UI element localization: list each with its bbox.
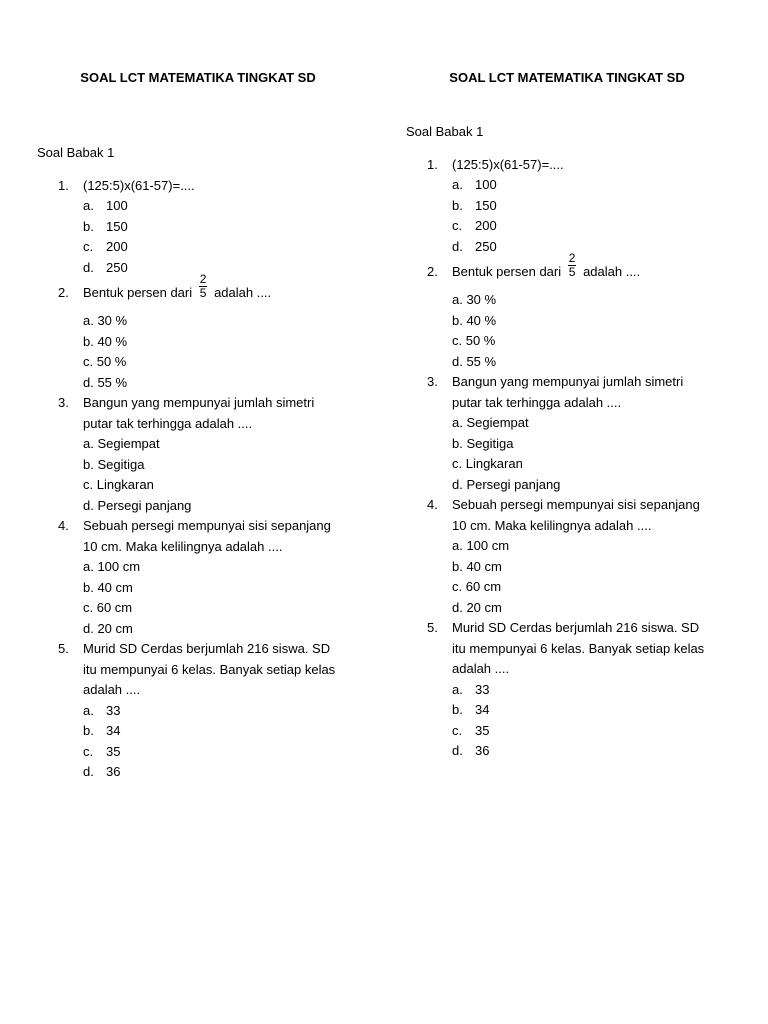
option: b. 40 cm — [452, 558, 502, 574]
question-text: adalah .... — [583, 264, 641, 279]
option: a. 100 cm — [452, 538, 510, 553]
question-number: 1. — [427, 156, 438, 172]
option: d. 20 cm — [83, 620, 133, 636]
question-number: 2. — [427, 264, 438, 279]
question-text: (125:5)x(61-57)=.... — [83, 177, 195, 193]
question-text: (125:5)x(61-57)=.... — [452, 156, 564, 172]
question-1 — [37, 176, 377, 197]
option: a. Segiempat — [83, 436, 160, 451]
question-text: Sebuah persegi mempunyai sisi sepanjang — [452, 497, 700, 512]
option: b. 40 cm — [83, 579, 133, 595]
question-number: 4. — [427, 497, 438, 512]
question-text: Bangun yang mempunyai jumlah simetri — [452, 374, 684, 389]
question-text: Murid SD Cerdas berjumlah 216 siswa. SD — [452, 620, 700, 635]
question-text: Bangun yang mempunyai jumlah simetri — [83, 395, 315, 410]
option: d. Persegi panjang — [83, 497, 192, 513]
option: b. 34 — [83, 723, 121, 738]
page-title: SOAL LCT MATEMATIKA TINGKAT SD — [449, 70, 685, 85]
question-5 — [406, 618, 746, 680]
question-number: 4. — [58, 518, 69, 533]
question-text: itu mempunyai 6 kelas. Banyak setiap kelas — [83, 661, 336, 677]
question-text: adalah .... — [83, 682, 141, 697]
option: a. 33 — [452, 681, 490, 697]
question-text: Bentuk persen dari — [83, 285, 193, 300]
question-text: Bentuk persen dari — [452, 264, 562, 279]
option: d. 36 — [83, 764, 121, 779]
question-1 — [406, 155, 746, 176]
option: b. Segitiga — [83, 456, 145, 472]
question-text: 10 cm. Maka kelilingnya adalah .... — [83, 538, 283, 554]
question-text: adalah .... — [214, 285, 272, 300]
option: c. 35 — [452, 722, 490, 738]
worksheet-right — [406, 68, 746, 762]
question-4 — [37, 516, 377, 557]
option: c. 50 % — [83, 354, 127, 369]
option: c. Lingkaran — [452, 456, 523, 471]
option: a. 30 % — [452, 292, 497, 307]
question-number: 5. — [58, 641, 69, 656]
option: c. 200 — [452, 218, 497, 233]
option: d. 36 — [452, 743, 490, 758]
worksheet-left — [37, 68, 377, 783]
option: b. 40 % — [452, 312, 497, 328]
option: a. 30 % — [83, 313, 128, 328]
option: c. 60 cm — [452, 579, 502, 594]
option: c. 200 — [83, 239, 128, 254]
question-4 — [406, 495, 746, 536]
question-text: putar tak terhingga adalah .... — [452, 394, 622, 410]
section-heading: Soal Babak 1 — [37, 145, 115, 160]
option: a. 100 — [83, 198, 128, 213]
option: c. 35 — [83, 743, 121, 759]
option: b. 40 % — [83, 333, 128, 349]
question-text: Murid SD Cerdas berjumlah 216 siswa. SD — [83, 641, 331, 656]
option: a. 100 — [452, 177, 497, 192]
option: d. 55 % — [83, 374, 128, 390]
option: d. 55 % — [452, 353, 497, 369]
question-text: Sebuah persegi mempunyai sisi sepanjang — [83, 518, 331, 533]
option: c. 60 cm — [83, 600, 133, 615]
question-text: adalah .... — [452, 661, 510, 676]
question-number: 5. — [427, 620, 438, 635]
question-number: 2. — [58, 285, 69, 300]
option: b. 150 — [83, 218, 128, 234]
option: d. 250 — [452, 238, 497, 254]
option: a. 100 cm — [83, 559, 141, 574]
question-3 — [406, 372, 746, 413]
fraction: $\frac{2}{5}$ — [568, 251, 576, 280]
option: b. Segitiga — [452, 435, 514, 451]
option: a. Segiempat — [452, 415, 529, 430]
question-number: 3. — [427, 374, 438, 389]
question-5 — [37, 639, 377, 701]
option: d. 20 cm — [452, 599, 502, 615]
option: d. Persegi panjang — [452, 476, 561, 492]
question-2 — [406, 251, 746, 286]
section-heading: Soal Babak 1 — [406, 124, 484, 139]
question-2 — [37, 272, 377, 307]
question-number: 3. — [58, 395, 69, 410]
question-text: 10 cm. Maka kelilingnya adalah .... — [452, 517, 652, 533]
option: b. 150 — [452, 197, 497, 213]
question-3 — [37, 393, 377, 434]
option: a. 33 — [83, 702, 121, 718]
option: b. 34 — [452, 702, 490, 717]
question-text: itu mempunyai 6 kelas. Banyak setiap kelas — [452, 640, 705, 656]
option: d. 250 — [83, 259, 128, 275]
fraction: $\frac{2}{5}$ — [199, 272, 207, 301]
question-text: putar tak terhingga adalah .... — [83, 415, 253, 431]
option: c. Lingkaran — [83, 477, 154, 492]
option: c. 50 % — [452, 333, 496, 348]
question-number: 1. — [58, 177, 69, 193]
page-title: SOAL LCT MATEMATIKA TINGKAT SD — [80, 70, 316, 85]
